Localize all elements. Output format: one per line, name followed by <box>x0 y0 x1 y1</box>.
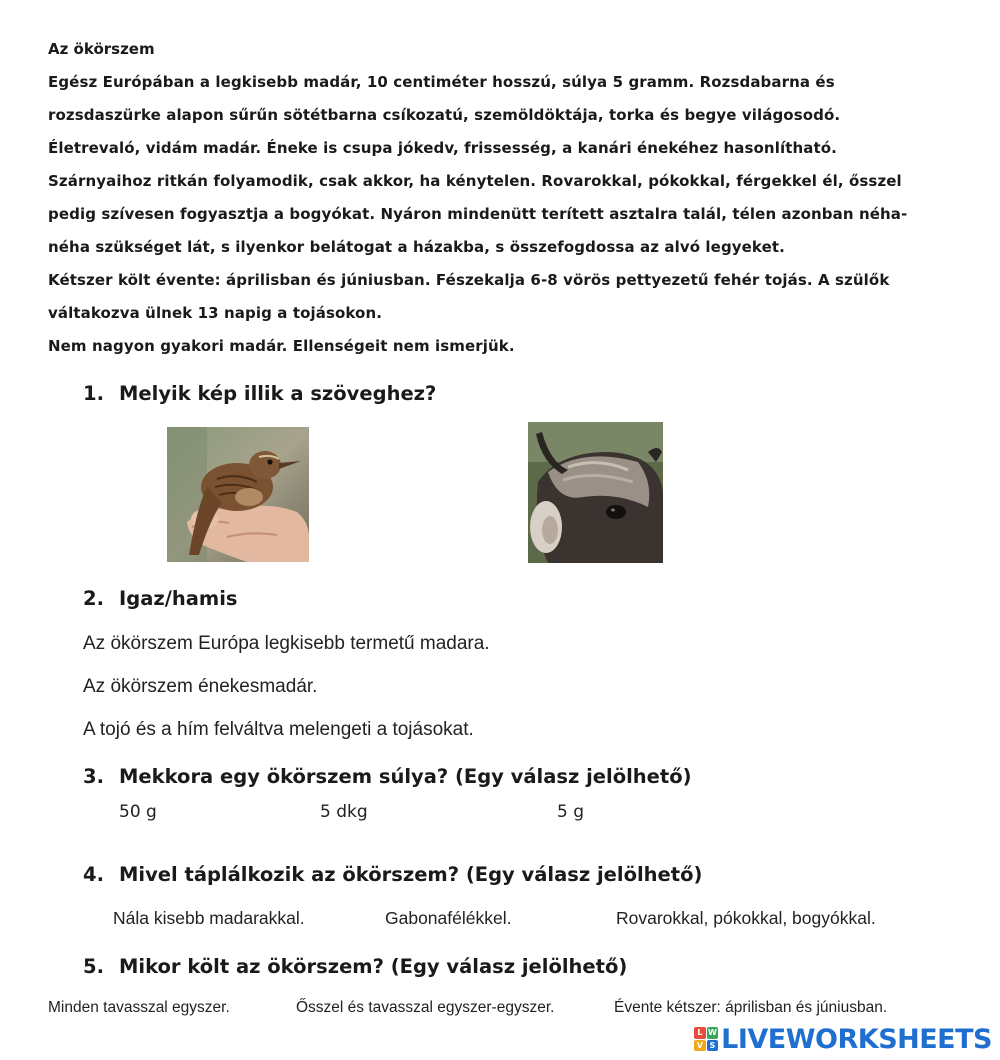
answer-option[interactable]: 50 g <box>119 802 157 822</box>
answer-option[interactable]: Évente kétszer: áprilisban és júniusban. <box>614 999 888 1016</box>
answer-option[interactable]: Ősszel és tavasszal egyszer-egyszer. <box>296 999 555 1016</box>
question-1 <box>83 382 436 405</box>
answer-option[interactable]: 5 dkg <box>320 802 368 822</box>
paragraph-line: néha szükséget lát, s ilyenkor belátogat a házakba, s összefogdossa az alvó legyeket. <box>48 238 785 256</box>
logo-tile: W <box>707 1028 717 1037</box>
liveworksheets-logo <box>694 1024 992 1054</box>
paragraph-line: rozsdaszürke alapon sűrűn sötétbarna csíkozatú, szemöldöktája, torka és begye világosodó. <box>48 106 841 124</box>
cattle-image[interactable] <box>528 422 663 563</box>
question-text: Mivel táplálkozik az ökörszem? (Egy válasz jelölhető) <box>119 863 703 886</box>
question-number: 1. <box>83 382 104 405</box>
paragraph-line: Szárnyaihoz ritkán folyamodik, csak akkor, ha kénytelen. Rovarokkal, pókokkal, férgekkel él, ősszel <box>48 172 902 190</box>
answer-option[interactable]: Minden tavasszal egyszer. <box>48 999 230 1016</box>
question-text: Mikor költ az ökörszem? (Egy válasz jelölhető) <box>119 955 628 978</box>
question-3 <box>83 765 692 788</box>
paragraph-line: pedig szívesen fogyasztja a bogyókat. Nyáron mindenütt terített asztalra talál, télen azonban néha- <box>48 205 908 223</box>
liveworksheets-logo-icon <box>694 1027 718 1051</box>
question-number: 5. <box>83 955 104 978</box>
wren-bird-image[interactable] <box>167 427 309 562</box>
question-text: Melyik kép illik a szöveghez? <box>119 382 437 405</box>
true-false-statement[interactable]: Az ökörszem Európa legkisebb termetű madara. <box>83 633 490 654</box>
paragraph-line: Kétszer költ évente: áprilisban és júniusban. Fészekalja 6-8 vörös pettyezetű fehér tojás. A szülők <box>48 271 890 289</box>
question-2 <box>83 587 238 610</box>
logo-tile: L <box>694 1027 706 1039</box>
true-false-statement[interactable]: Az ökörszem énekesmadár. <box>83 676 318 697</box>
answer-option[interactable]: 5 g <box>557 802 585 822</box>
logo-tile: S <box>707 1040 719 1052</box>
question-5 <box>83 955 627 978</box>
question-text: Igaz/hamis <box>119 587 238 610</box>
paragraph-line: váltakozva ülnek 13 napig a tojásokon. <box>48 304 383 322</box>
true-false-statement[interactable]: A tojó és a hím felváltva melengeti a tojásokat. <box>83 719 474 740</box>
question-number: 4. <box>83 863 104 886</box>
question-number: 3. <box>83 765 104 788</box>
question-number: 2. <box>83 587 104 610</box>
brand-name: LIVEWORKSHEETS <box>721 1023 992 1055</box>
paragraph-line: Nem nagyon gyakori madár. Ellenségeit nem ismerjük. <box>48 337 515 355</box>
page-title: Az ökörszem <box>48 40 155 58</box>
logo-tile: V <box>694 1040 706 1052</box>
paragraph-line: Egész Európában a legkisebb madár, 10 centiméter hosszú, súlya 5 gramm. Rozsdabarna és <box>48 73 835 91</box>
answer-option[interactable]: Rovarokkal, pókokkal, bogyókkal. <box>616 908 876 928</box>
question-text: Mekkora egy ökörszem súlya? (Egy válasz jelölhető) <box>119 765 692 788</box>
answer-option[interactable]: Nála kisebb madarakkal. <box>113 908 305 928</box>
question-4 <box>83 863 702 886</box>
answer-option[interactable]: Gabonafélékkel. <box>385 908 512 928</box>
paragraph-line: Életrevaló, vidám madár. Éneke is csupa jókedv, frissesség, a kanári énekéhez hasonlítható. <box>48 139 837 157</box>
